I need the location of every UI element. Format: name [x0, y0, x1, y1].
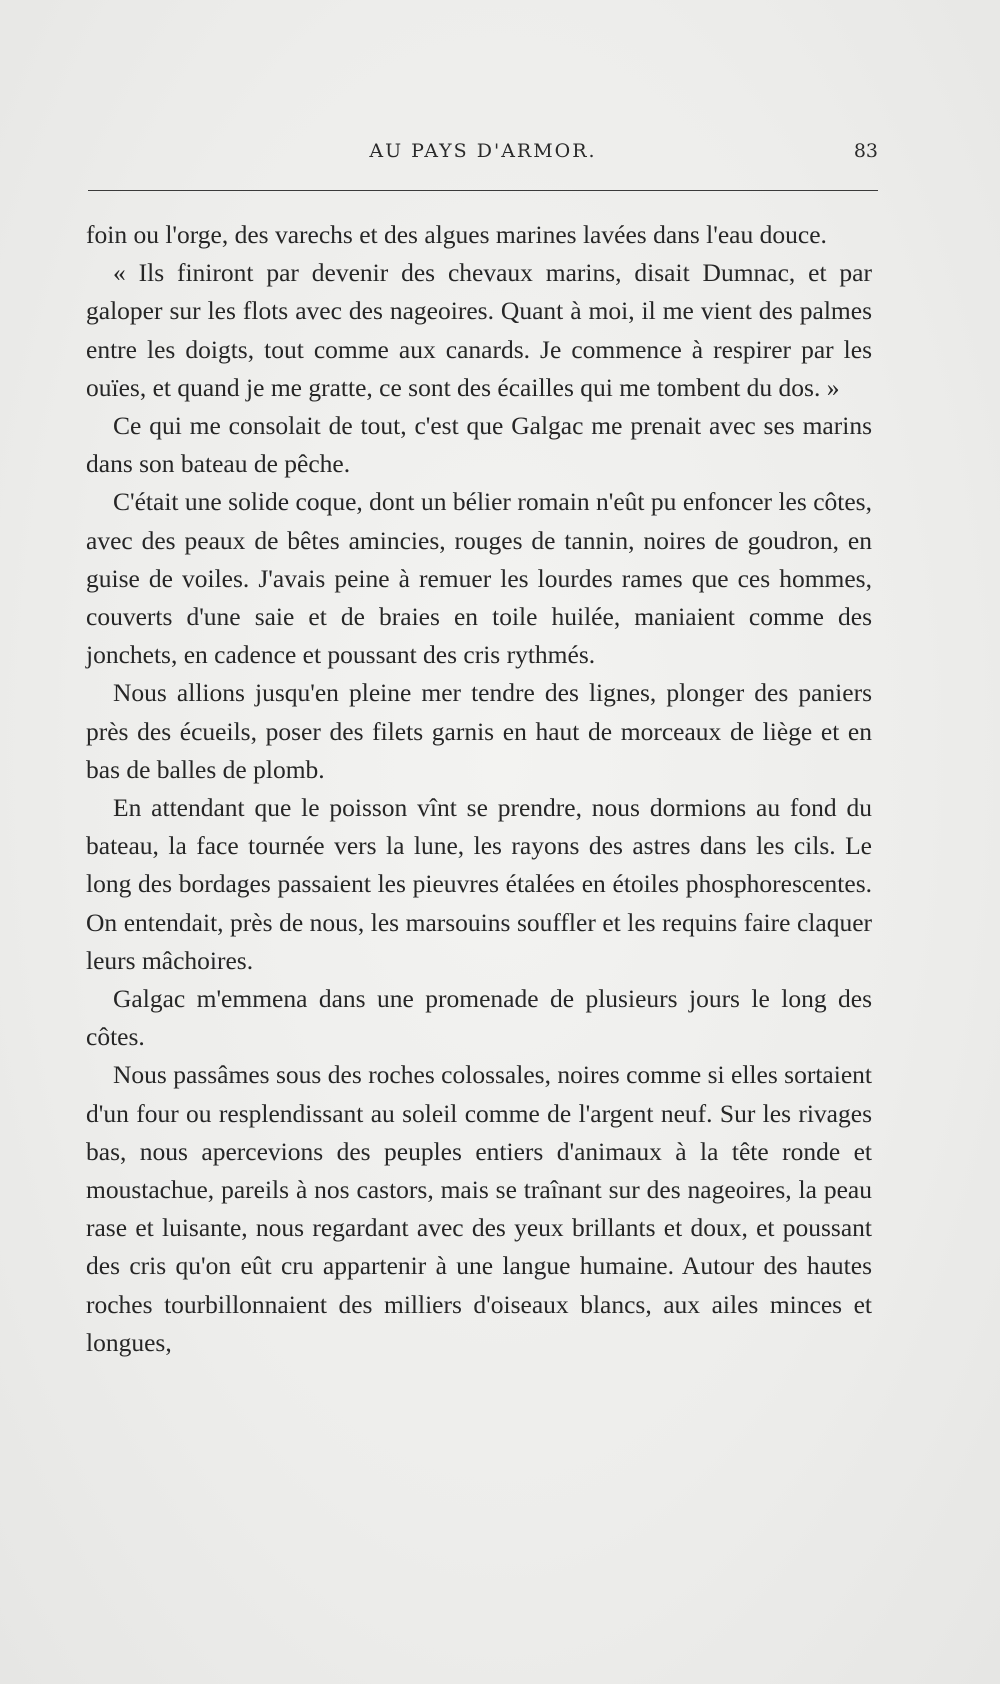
paragraph-4: C'était une solide coque, dont un bélier romain n'eût pu enfoncer les côtes, avec des peaux de bêtes amincies, rouges de tannin, noires de goudron, en guise de voiles. J'avais peine à remuer les lourdes rames que ces hommes, couverts d'une saie et de braies en toile huilée, maniaient comme des jonchets, en cadence et poussant des cris rythmés. [86, 487, 872, 670]
paragraph-2: « Ils finiront par devenir des chevaux marins, disait Dumnac, et par galoper sur les flots avec des nageoires. Quant à moi, il me vient des palmes entre les doigts, tout comme aux canards. Je commence à respirer par les ouïes, et quand je me gratte, ce sont des écailles qui me tombent du dos. » [86, 258, 872, 402]
paragraph-1: foin ou l'orge, des varechs et des algues marines lavées dans l'eau douce. [86, 220, 827, 249]
running-title: AU PAYS D'ARMOR. [369, 140, 597, 162]
paragraph-3: Ce qui me consolait de tout, c'est que Galgac me prenait avec ses marins dans son bateau de pêche. [86, 411, 872, 479]
header-rule [88, 190, 878, 191]
paragraph-7: Galgac m'emmena dans une promenade de plusieurs jours le long des côtes. [86, 984, 872, 1052]
paragraph-6: En attendant que le poisson vînt se prendre, nous dormions au fond du bateau, la face tournée vers la lune, les rayons des astres dans les cils. Le long des bordages passaient les pieuvres étalées en étoiles phosphorescentes. On entendait, près de nous, les marsouins souffler et les requins faire claquer leurs mâchoires. [86, 793, 872, 975]
paragraph-8: Nous passâmes sous des roches colossales, noires comme si elles sortaient d'un four ou resplendissant au soleil comme de l'argent neuf. Sur les rivages bas, nous apercevions des peuples entiers d'animaux à la tête ronde et moustachue, pareils à nos castors, mais se traînant sur des nageoires, la peau rase et luisante, nous regardant avec des yeux brillants et doux, et poussant des cris qu'on eût cru appartenir à une langue humaine. Autour des hautes roches tourbillonnaient des milliers d'oiseaux blancs, aux ailes minces et longues, [86, 1060, 872, 1357]
page-header [88, 140, 878, 170]
body-text [86, 216, 872, 1362]
paragraph-5: Nous allions jusqu'en pleine mer tendre des lignes, plonger des paniers près des écueils, poser des filets garnis en haut de morceaux de liège et en bas de balles de plomb. [86, 678, 872, 784]
page-number: 83 [853, 140, 878, 162]
